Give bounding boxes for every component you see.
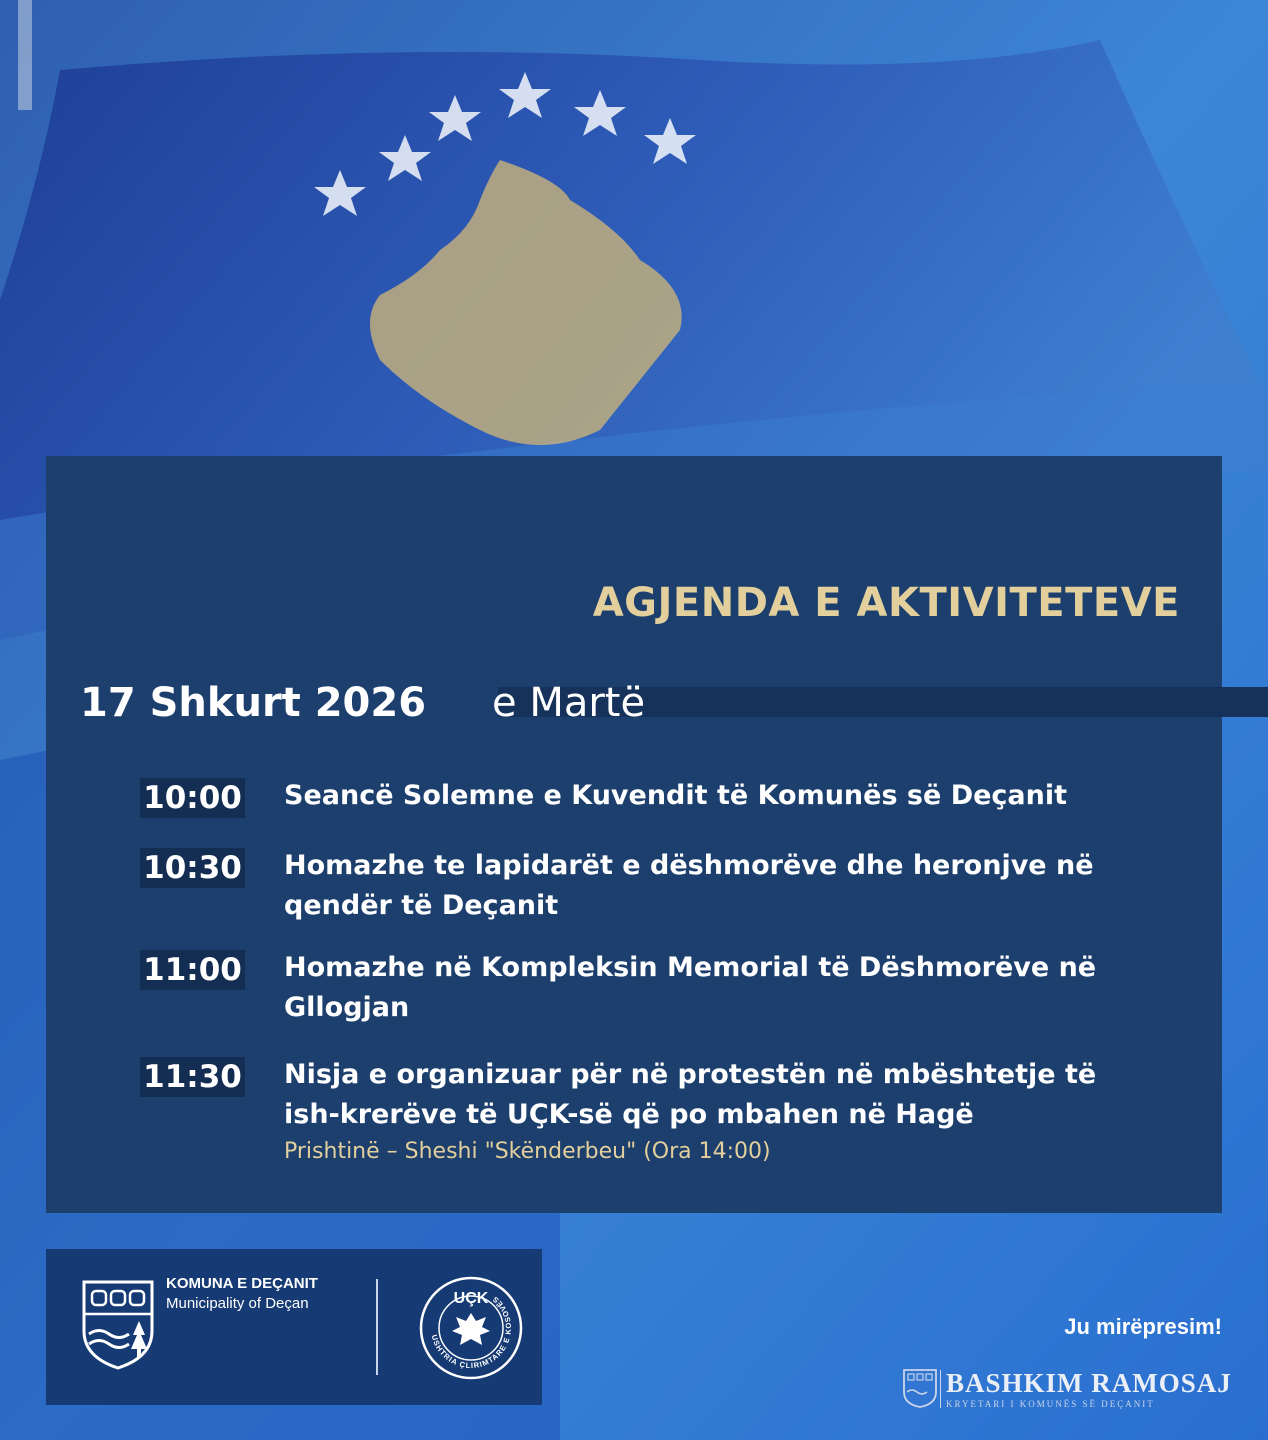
event-date: 17 Shkurt 2026	[80, 680, 427, 726]
mayor-signature	[900, 1366, 1230, 1416]
logo-divider	[376, 1279, 378, 1375]
agenda-description: Seancë Solemne e Kuvendit të Komunës së Deçanit	[284, 780, 1068, 811]
logos-box	[46, 1249, 542, 1405]
signature-divider	[940, 1370, 941, 1408]
event-weekday: e Martë	[492, 680, 646, 726]
mayor-name: BASHKIM RAMOSAJ	[946, 1368, 1232, 1398]
agenda-time: 11:00	[140, 950, 245, 990]
agenda-description: Nisja e organizuar për në protestën në mbështetje të ish-krerëve të UÇK-së që po mbahen në Hagë	[284, 1059, 1097, 1130]
small-crest-icon	[902, 1368, 938, 1408]
municipality-crest-icon	[81, 1279, 155, 1371]
uck-ring-text: USHTRIA ÇLIRIMTARE E KOSOVËS	[429, 1294, 514, 1371]
uck-label: UÇK	[453, 1290, 489, 1307]
agenda-time: 11:30	[140, 1057, 245, 1097]
agenda-description: Homazhe në Kompleksin Memorial të Dëshmorëve në Gllogjan	[284, 952, 1097, 1023]
municipality-name: KOMUNA E DEÇANIT	[166, 1275, 318, 1292]
agenda-location-note: Prishtinë – Sheshi "Skënderbeu" (Ora 14:00)	[284, 1139, 771, 1164]
agenda-time: 10:00	[140, 778, 245, 818]
uck-emblem-icon	[416, 1273, 526, 1383]
agenda-time: 10:30	[140, 848, 245, 888]
municipality-subtitle: Municipality of Deçan	[166, 1295, 309, 1312]
agenda-title: AGJENDA E AKTIVITETEVE	[592, 580, 1180, 626]
date-row	[80, 680, 1220, 730]
mayor-title: KRYETARI I KOMUNËS SË DEÇANIT	[946, 1399, 1155, 1409]
agenda-description: Homazhe te lapidarët e dëshmorëve dhe heronjve në qendër të Deçanit	[284, 850, 1094, 921]
welcome-message: Ju mirëpresim!	[1064, 1314, 1222, 1339]
